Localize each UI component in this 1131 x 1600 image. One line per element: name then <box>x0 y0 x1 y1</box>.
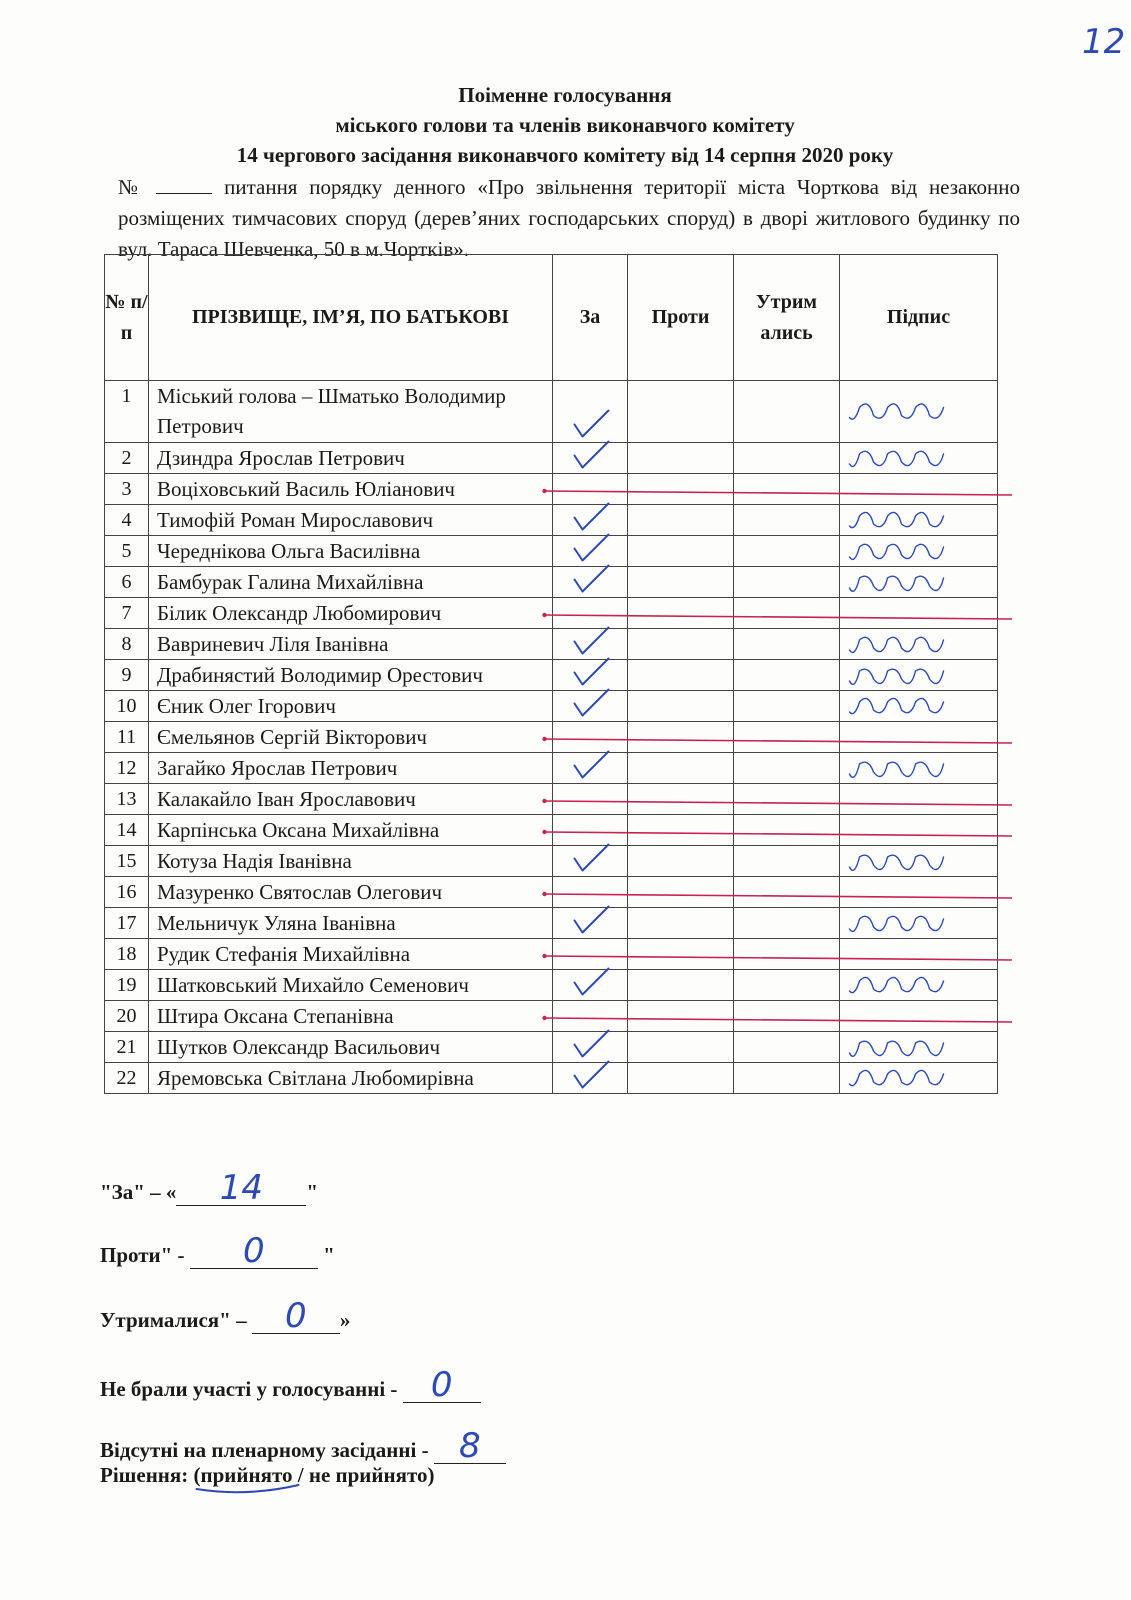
decision-rejected: не прийнято <box>308 1463 428 1487</box>
row-number: 18 <box>105 939 149 970</box>
row-name: Міський голова – Шматько Володимир Петрович <box>149 381 553 443</box>
row-for <box>553 722 628 753</box>
row-against <box>628 598 734 629</box>
row-name: Загайко Ярослав Петрович <box>149 753 553 784</box>
row-signature <box>840 691 998 722</box>
table-row <box>105 660 998 691</box>
summary-abstained-close: » <box>339 1308 351 1332</box>
row-abstained <box>734 443 840 474</box>
table-row <box>105 536 998 567</box>
table-row <box>105 939 998 970</box>
table-row <box>105 908 998 939</box>
row-abstained <box>734 908 840 939</box>
summary-for-close: " <box>306 1180 319 1204</box>
decision <box>100 1463 435 1488</box>
row-for <box>553 939 628 970</box>
table-row <box>105 877 998 908</box>
row-abstained <box>734 753 840 784</box>
table-row <box>105 722 998 753</box>
row-for <box>553 846 628 877</box>
row-name: Дзиндра Ярослав Петрович <box>149 443 553 474</box>
row-number: 5 <box>105 536 149 567</box>
row-number: 19 <box>105 970 149 1001</box>
row-signature <box>840 877 998 908</box>
row-number: 11 <box>105 722 149 753</box>
table-row <box>105 846 998 877</box>
row-abstained <box>734 784 840 815</box>
row-for <box>553 567 628 598</box>
row-name: Ємельянов Сергій Вікторович <box>149 722 553 753</box>
row-number: 15 <box>105 846 149 877</box>
row-against <box>628 381 734 443</box>
row-name: Драбинястий Володимир Орестович <box>149 660 553 691</box>
row-against <box>628 939 734 970</box>
row-for <box>553 877 628 908</box>
row-for <box>553 815 628 846</box>
row-for <box>553 536 628 567</box>
header-for: За <box>553 255 628 381</box>
row-against <box>628 1032 734 1063</box>
heading-subtitle: міського голови та членів виконавчого комітету <box>335 113 795 137</box>
row-name: Воціховський Василь Юліанович <box>149 474 553 505</box>
row-signature <box>840 815 998 846</box>
table-row <box>105 753 998 784</box>
summary-for-value: 14 <box>219 1168 264 1208</box>
row-signature <box>840 1001 998 1032</box>
row-abstained <box>734 722 840 753</box>
summary-against-value: 0 <box>242 1231 265 1271</box>
row-number: 9 <box>105 660 149 691</box>
row-number: 16 <box>105 877 149 908</box>
table-row <box>105 1001 998 1032</box>
row-abstained <box>734 970 840 1001</box>
table-row <box>105 691 998 722</box>
row-number: 17 <box>105 908 149 939</box>
row-against <box>628 815 734 846</box>
table-header-row <box>105 255 998 381</box>
row-signature <box>840 660 998 691</box>
row-signature <box>840 567 998 598</box>
row-against <box>628 536 734 567</box>
row-for <box>553 784 628 815</box>
summary-not-voting-label: Не брали участі у голосуванні - <box>100 1377 403 1401</box>
agenda-text: питання порядку денного «Про звільнення території міста Чорткова від незаконно розміщених тимчасових споруд (дерев’яних господарських споруд) в дворі житлового будинку по вул. Тараса Шевченка, 50 в м.Чортків». <box>118 175 1020 261</box>
row-number: 22 <box>105 1063 149 1094</box>
agenda-item <box>118 172 1020 265</box>
summary-not-voting <box>100 1365 481 1405</box>
row-against <box>628 629 734 660</box>
row-abstained <box>734 505 840 536</box>
row-signature <box>840 722 998 753</box>
row-abstained <box>734 567 840 598</box>
decision-accepted: прийнято <box>200 1463 293 1487</box>
header-num: № п/п <box>105 255 149 381</box>
row-name: Рудик Стефанія Михайлівна <box>149 939 553 970</box>
row-number: 1 <box>105 381 149 443</box>
row-against <box>628 877 734 908</box>
row-against <box>628 784 734 815</box>
row-for <box>553 660 628 691</box>
row-signature <box>840 381 998 443</box>
row-against <box>628 970 734 1001</box>
table-row <box>105 784 998 815</box>
row-number: 14 <box>105 815 149 846</box>
row-name: Мельничук Уляна Іванівна <box>149 908 553 939</box>
row-signature <box>840 753 998 784</box>
row-against <box>628 1001 734 1032</box>
row-abstained <box>734 691 840 722</box>
row-against <box>628 474 734 505</box>
row-for <box>553 1032 628 1063</box>
row-for <box>553 1001 628 1032</box>
row-abstained <box>734 474 840 505</box>
table-row <box>105 474 998 505</box>
row-number: 20 <box>105 1001 149 1032</box>
summary-against <box>100 1231 335 1271</box>
row-against <box>628 1063 734 1094</box>
table-row <box>105 1063 998 1094</box>
table-row <box>105 815 998 846</box>
row-against <box>628 567 734 598</box>
table-row <box>105 567 998 598</box>
row-against <box>628 660 734 691</box>
header-abstained: Утрим ались <box>734 255 840 381</box>
table-row <box>105 629 998 660</box>
table-row <box>105 1032 998 1063</box>
row-for <box>553 443 628 474</box>
row-abstained <box>734 1063 840 1094</box>
row-number: 10 <box>105 691 149 722</box>
row-against <box>628 722 734 753</box>
row-name: Бамбурак Галина Михайлівна <box>149 567 553 598</box>
row-number: 13 <box>105 784 149 815</box>
row-number: 4 <box>105 505 149 536</box>
row-abstained <box>734 1032 840 1063</box>
row-abstained <box>734 629 840 660</box>
row-abstained <box>734 815 840 846</box>
row-name: Мазуренко Святослав Олегович <box>149 877 553 908</box>
row-signature <box>840 1063 998 1094</box>
row-number: 3 <box>105 474 149 505</box>
document-heading <box>100 80 1030 170</box>
agenda-number-label: № <box>118 175 145 199</box>
row-name: Білик Олександр Любомирович <box>149 598 553 629</box>
row-name: Калакайло Іван Ярославович <box>149 784 553 815</box>
summary-absent <box>100 1426 506 1466</box>
row-signature <box>840 908 998 939</box>
row-signature <box>840 1032 998 1063</box>
row-name: Єник Олег Ігорович <box>149 691 553 722</box>
row-against <box>628 908 734 939</box>
row-name: Котуза Надія Іванівна <box>149 846 553 877</box>
decision-close: ) <box>427 1463 435 1487</box>
table-row <box>105 443 998 474</box>
vote-table <box>104 254 998 1094</box>
row-for <box>553 1063 628 1094</box>
row-number: 12 <box>105 753 149 784</box>
row-against <box>628 443 734 474</box>
row-abstained <box>734 598 840 629</box>
row-number: 7 <box>105 598 149 629</box>
row-signature <box>840 784 998 815</box>
row-name: Тимофій Роман Мирославович <box>149 505 553 536</box>
summary-absent-label: Відсутні на пленарному засіданні - <box>100 1438 434 1462</box>
row-signature <box>840 536 998 567</box>
row-name: Череднікова Ольга Василівна <box>149 536 553 567</box>
row-number: 6 <box>105 567 149 598</box>
header-signature: Підпис <box>840 255 998 381</box>
agenda-number-blank <box>156 175 212 194</box>
heading-title: Поіменне голосування <box>458 83 672 107</box>
row-against <box>628 846 734 877</box>
row-abstained <box>734 877 840 908</box>
summary-for-label: "За" – « <box>100 1180 177 1204</box>
row-abstained <box>734 381 840 443</box>
summary-against-label: Проти" - <box>100 1243 190 1267</box>
summary-for <box>100 1168 319 1208</box>
row-for <box>553 970 628 1001</box>
table-row <box>105 598 998 629</box>
header-name: ПРІЗВИЩЕ, ІМ’Я, ПО БАТЬКОВІ <box>149 255 553 381</box>
row-for <box>553 505 628 536</box>
heading-session: 14 чергового засідання виконавчого комітету від 14 серпня 2020 року <box>236 143 894 167</box>
row-abstained <box>734 939 840 970</box>
row-against <box>628 691 734 722</box>
row-abstained <box>734 1001 840 1032</box>
row-signature <box>840 629 998 660</box>
summary-abstained <box>100 1296 351 1336</box>
row-for <box>553 474 628 505</box>
row-signature <box>840 474 998 505</box>
row-for <box>553 908 628 939</box>
row-name: Яремовська Світлана Любомирівна <box>149 1063 553 1094</box>
decision-label: Рішення: ( <box>100 1463 201 1487</box>
row-name: Вавриневич Ліля Іванівна <box>149 629 553 660</box>
header-against: Проти <box>628 255 734 381</box>
table-row <box>105 505 998 536</box>
decision-separator: / <box>292 1463 309 1487</box>
row-for <box>553 629 628 660</box>
row-number: 2 <box>105 443 149 474</box>
row-against <box>628 753 734 784</box>
row-name: Шатковський Михайло Семенович <box>149 970 553 1001</box>
row-abstained <box>734 536 840 567</box>
summary-not-voting-value: 0 <box>430 1365 453 1405</box>
table-row <box>105 970 998 1001</box>
row-signature <box>840 970 998 1001</box>
row-for <box>553 598 628 629</box>
row-signature <box>840 939 998 970</box>
table-row <box>105 381 998 443</box>
row-signature <box>840 598 998 629</box>
row-name: Шутков Олександр Васильович <box>149 1032 553 1063</box>
row-number: 8 <box>105 629 149 660</box>
summary-against-close: " <box>317 1243 335 1267</box>
row-signature <box>840 505 998 536</box>
row-name: Карпінська Оксана Михайлівна <box>149 815 553 846</box>
row-name: Штира Оксана Степанівна <box>149 1001 553 1032</box>
page-number: 12 <box>1082 22 1126 62</box>
row-for <box>553 381 628 443</box>
row-signature <box>840 846 998 877</box>
row-abstained <box>734 660 840 691</box>
row-for <box>553 691 628 722</box>
row-signature <box>840 443 998 474</box>
row-for <box>553 753 628 784</box>
summary-abstained-value: 0 <box>285 1296 307 1336</box>
row-number: 21 <box>105 1032 149 1063</box>
row-against <box>628 505 734 536</box>
summary-absent-value: 8 <box>459 1426 481 1466</box>
summary-abstained-label: Утрималися" – <box>100 1308 252 1332</box>
row-abstained <box>734 846 840 877</box>
